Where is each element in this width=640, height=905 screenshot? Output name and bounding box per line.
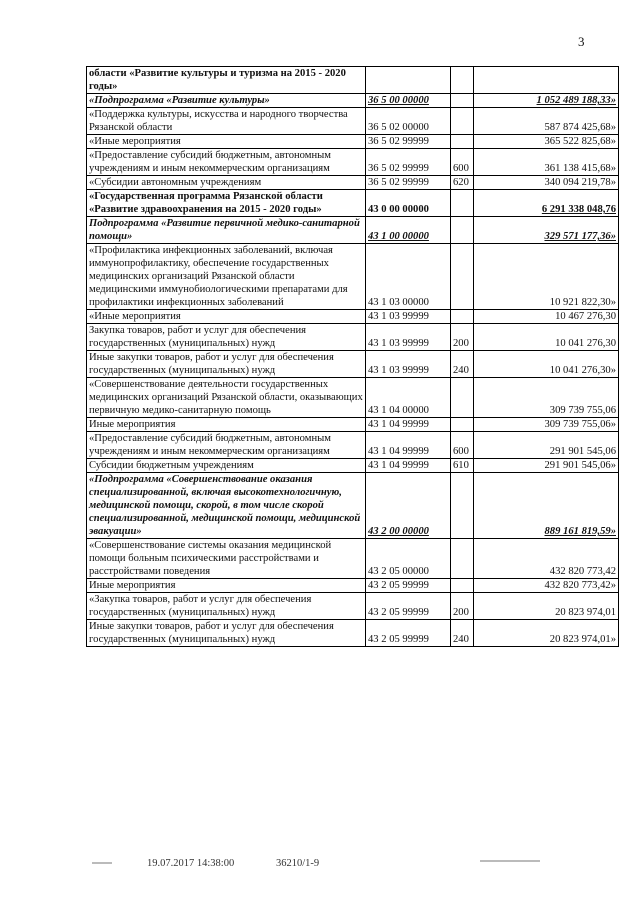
row-expense-type [451, 135, 474, 149]
row-expense-type [451, 217, 474, 244]
row-amount: 432 820 773,42» [474, 579, 619, 593]
row-expense-type: 200 [451, 324, 474, 351]
row-name: «Иные мероприятия [87, 135, 366, 149]
row-amount: 10 041 276,30» [474, 351, 619, 378]
row-expense-type [451, 67, 474, 94]
table-row [87, 579, 619, 593]
row-name: «Совершенствование деятельности государственных медицинских организаций Рязанской области, оказывающих первичную медико-санитарную помощь [87, 378, 366, 418]
row-name: Закупка товаров, работ и услуг для обеспечения государственных (муниципальных) нужд [87, 324, 366, 351]
table-row [87, 217, 619, 244]
row-amount [474, 67, 619, 94]
row-expense-type [451, 539, 474, 579]
row-expense-type [451, 244, 474, 310]
row-amount: 20 823 974,01 [474, 593, 619, 620]
row-name: Иные мероприятия [87, 418, 366, 432]
row-name: Субсидии бюджетным учреждениям [87, 459, 366, 473]
budget-table-body [87, 67, 619, 647]
row-name: области «Развитие культуры и туризма на 2015 - 2020 годы» [87, 67, 366, 94]
row-code: 43 1 04 99999 [366, 459, 451, 473]
row-name: «Закупка товаров, работ и услуг для обеспечения государственных (муниципальных) нужд [87, 593, 366, 620]
row-expense-type [451, 418, 474, 432]
row-expense-type [451, 94, 474, 108]
row-name: «Предоставление субсидий бюджетным, автономным учреждениям и иным некоммерческим организациям [87, 432, 366, 459]
table-row [87, 432, 619, 459]
row-expense-type [451, 378, 474, 418]
table-row [87, 244, 619, 310]
row-name: «Государственная программа Рязанской области «Развитие здравоохранения на 2015 - 2020 годы» [87, 190, 366, 217]
row-code [366, 67, 451, 94]
row-name: «Иные мероприятия [87, 310, 366, 324]
row-code: 36 5 02 00000 [366, 108, 451, 135]
row-code: 43 1 03 99999 [366, 351, 451, 378]
row-code: 43 2 05 00000 [366, 539, 451, 579]
row-expense-type [451, 579, 474, 593]
footer-datetime: 19.07.2017 14:38:00 [147, 858, 235, 869]
table-row [87, 176, 619, 190]
row-amount: 587 874 425,68» [474, 108, 619, 135]
row-code: 43 1 03 99999 [366, 324, 451, 351]
page-number: 3 [578, 34, 585, 49]
row-code: 43 2 00 00000 [366, 473, 451, 539]
row-expense-type: 610 [451, 459, 474, 473]
row-name: «Профилактика инфекционных заболеваний, включая иммунопрофилактику, обеспечение государственных медицинских организаций Рязанской области медицинскими иммунобиологическими препаратами для профилактики инфекционных заболеваний [87, 244, 366, 310]
row-code: 36 5 02 99999 [366, 176, 451, 190]
row-code: 43 1 03 99999 [366, 310, 451, 324]
table-row [87, 418, 619, 432]
row-code: 43 1 04 00000 [366, 378, 451, 418]
row-expense-type: 200 [451, 593, 474, 620]
row-name: Подпрограмма «Развитие первичной медико-санитарной помощи» [87, 217, 366, 244]
scan-mark-left [92, 862, 112, 864]
row-name: «Совершенствование системы оказания медицинской помощи больным психическими расстройствами и расстройствами поведения [87, 539, 366, 579]
row-code: 36 5 02 99999 [366, 149, 451, 176]
row-amount: 291 901 545,06» [474, 459, 619, 473]
row-expense-type: 600 [451, 432, 474, 459]
row-code: 43 2 05 99999 [366, 579, 451, 593]
row-code: 43 1 03 00000 [366, 244, 451, 310]
row-name: Иные закупки товаров, работ и услуг для обеспечения государственных (муниципальных) нужд [87, 351, 366, 378]
row-amount: 340 094 219,78» [474, 176, 619, 190]
table-row [87, 310, 619, 324]
table-row [87, 149, 619, 176]
row-code: 43 2 05 99999 [366, 593, 451, 620]
row-code: 43 1 04 99999 [366, 432, 451, 459]
row-amount: 329 571 177,36» [474, 217, 619, 244]
row-amount: 889 161 819,59» [474, 473, 619, 539]
table-row [87, 324, 619, 351]
table-row [87, 108, 619, 135]
row-amount: 10 467 276,30 [474, 310, 619, 324]
row-amount: 432 820 773,42 [474, 539, 619, 579]
table-row [87, 593, 619, 620]
row-name: «Субсидии автономным учреждениям [87, 176, 366, 190]
row-name: «Предоставление субсидий бюджетным, автономным учреждениям и иным некоммерческим организациям [87, 149, 366, 176]
table-row [87, 351, 619, 378]
footer-doc-number: 36210/1-9 [276, 858, 320, 869]
row-amount: 309 739 755,06 [474, 378, 619, 418]
row-code: 43 1 04 99999 [366, 418, 451, 432]
table-row [87, 539, 619, 579]
row-amount: 10 921 822,30» [474, 244, 619, 310]
scan-mark-right [480, 860, 540, 862]
table-row [87, 378, 619, 418]
table-row [87, 67, 619, 94]
table-row [87, 190, 619, 217]
row-expense-type [451, 108, 474, 135]
row-expense-type [451, 310, 474, 324]
row-expense-type [451, 190, 474, 217]
row-code: 36 5 00 00000 [366, 94, 451, 108]
table-row [87, 135, 619, 149]
row-amount: 1 052 489 188,33» [474, 94, 619, 108]
row-expense-type: 240 [451, 351, 474, 378]
table-row [87, 459, 619, 473]
row-expense-type: 620 [451, 176, 474, 190]
row-amount: 10 041 276,30 [474, 324, 619, 351]
table-row [87, 620, 619, 647]
row-amount: 291 901 545,06 [474, 432, 619, 459]
row-code: 43 1 00 00000 [366, 217, 451, 244]
row-amount: 20 823 974,01» [474, 620, 619, 647]
row-name: «Поддержка культуры, искусства и народного творчества Рязанской области [87, 108, 366, 135]
row-expense-type: 600 [451, 149, 474, 176]
row-code: 43 0 00 00000 [366, 190, 451, 217]
table-row [87, 94, 619, 108]
row-name: Иные закупки товаров, работ и услуг для обеспечения государственных (муниципальных) нужд [87, 620, 366, 647]
table-row [87, 473, 619, 539]
row-name: Иные мероприятия [87, 579, 366, 593]
row-expense-type [451, 473, 474, 539]
row-code: 36 5 02 99999 [366, 135, 451, 149]
row-amount: 365 522 825,68» [474, 135, 619, 149]
row-name: «Подпрограмма «Совершенствование оказания специализированной, включая высокотехнологичную, медицинской помощи, скорой, в том числе скорой специализированной, медицинской помощи, медицинской эвакуации» [87, 473, 366, 539]
row-amount: 361 138 415,68» [474, 149, 619, 176]
row-code: 43 2 05 99999 [366, 620, 451, 647]
row-amount: 309 739 755,06» [474, 418, 619, 432]
row-expense-type: 240 [451, 620, 474, 647]
row-name: «Подпрограмма «Развитие культуры» [87, 94, 366, 108]
row-amount: 6 291 338 048,76 [474, 190, 619, 217]
budget-table [86, 66, 619, 647]
